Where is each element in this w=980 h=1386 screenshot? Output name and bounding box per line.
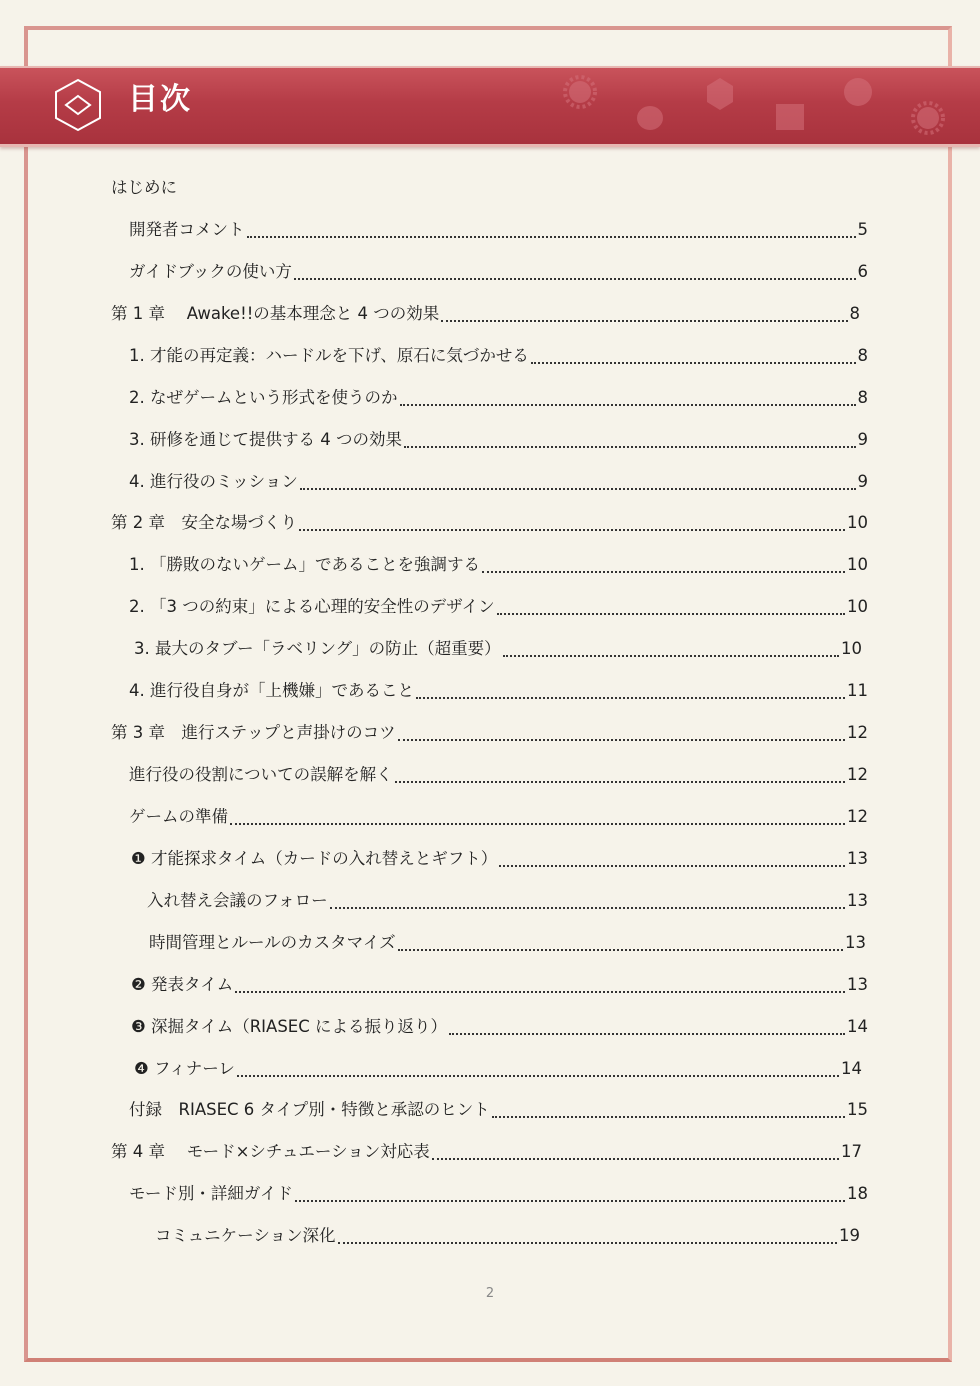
toc-entry[interactable] bbox=[111, 1131, 862, 1173]
toc-entry-page: 17 bbox=[841, 1142, 862, 1162]
toc-entry-label: はじめに bbox=[111, 178, 177, 197]
dot-leader bbox=[295, 1200, 845, 1202]
toc-entry-label: ❸ 深掘タイム（RIASEC による振り返り） bbox=[131, 1016, 447, 1036]
toc-entry-label: 進行役の役割についての誤解を解く bbox=[129, 765, 393, 785]
toc-entry-page: 12 bbox=[847, 765, 868, 785]
toc-entry[interactable] bbox=[129, 1089, 868, 1131]
toc-entry-page: 9 bbox=[857, 429, 868, 449]
decorative-shapes bbox=[540, 66, 980, 142]
toc-entry[interactable] bbox=[111, 167, 177, 209]
toc-entry[interactable] bbox=[111, 293, 860, 335]
toc-entry-label: 入れ替え会議のフォロー bbox=[147, 890, 328, 910]
toc-entry[interactable] bbox=[111, 502, 868, 544]
toc-entry-label: 開発者コメント bbox=[129, 219, 245, 239]
toc-entry[interactable] bbox=[129, 419, 868, 461]
toc-entry-page: 10 bbox=[847, 555, 868, 575]
toc-entry-label: 2. なぜゲームという形式を使うのか bbox=[129, 387, 398, 407]
dot-leader bbox=[404, 446, 856, 448]
toc-entry-page: 8 bbox=[849, 303, 860, 323]
toc-entry[interactable] bbox=[129, 461, 868, 503]
dot-leader bbox=[503, 655, 839, 657]
toc-entry[interactable] bbox=[149, 922, 866, 964]
dot-leader bbox=[400, 404, 856, 406]
toc-entry[interactable] bbox=[131, 838, 868, 880]
dot-leader bbox=[449, 1033, 845, 1035]
toc-entry-page: 19 bbox=[839, 1226, 860, 1246]
toc-entry-label: 1. 才能の再定義：ハードルを下げ、原石に気づかせる bbox=[129, 345, 529, 365]
dot-leader bbox=[235, 991, 845, 993]
toc-entry-label: ガイドブックの使い方 bbox=[129, 261, 292, 281]
toc-entry[interactable] bbox=[147, 880, 868, 922]
dot-leader bbox=[432, 1158, 839, 1160]
toc-entry-page: 13 bbox=[847, 848, 868, 868]
toc-entry-label: ❷ 発表タイム bbox=[131, 974, 234, 994]
dot-leader bbox=[395, 781, 845, 783]
dot-leader bbox=[330, 907, 845, 909]
page-number: 2 bbox=[485, 1286, 495, 1301]
dot-leader bbox=[441, 320, 847, 322]
toc-entry[interactable] bbox=[129, 796, 868, 838]
toc-entry[interactable] bbox=[134, 628, 862, 670]
toc-entry[interactable] bbox=[129, 1173, 868, 1215]
toc-entry-page: 12 bbox=[847, 806, 868, 826]
toc-entry-page: 18 bbox=[847, 1184, 868, 1204]
toc-entry-page: 8 bbox=[857, 387, 868, 407]
toc-entry-page: 13 bbox=[847, 974, 868, 994]
toc-entry[interactable] bbox=[131, 964, 868, 1006]
toc-entry[interactable] bbox=[129, 377, 868, 419]
toc-entry[interactable] bbox=[129, 754, 868, 796]
toc-entry-page: 15 bbox=[847, 1100, 868, 1120]
toc-entry-page: 11 bbox=[847, 681, 868, 701]
hexagon-logo-icon bbox=[54, 78, 102, 132]
toc-entry-page: 5 bbox=[857, 219, 868, 239]
dot-leader bbox=[299, 529, 845, 531]
dot-leader bbox=[247, 236, 856, 238]
toc-entry-label: 付録 RIASEC 6 タイプ別・特徴と承認のヒント bbox=[129, 1100, 490, 1120]
toc-entry-label: ❶ 才能探求タイム（カードの入れ替えとギフト） bbox=[131, 848, 498, 868]
toc-entry-label: コミュニケーション深化 bbox=[155, 1226, 336, 1246]
toc-entry-label: 第 2 章 安全な場づくり bbox=[111, 513, 297, 533]
dot-leader bbox=[531, 362, 856, 364]
toc-entry-label: モード別・詳細ガイド bbox=[129, 1184, 293, 1204]
toc-entry-label: 1. 「勝敗のないゲーム」であることを強調する bbox=[129, 555, 480, 575]
toc-entry-label: 4. 進行役のミッション bbox=[129, 471, 298, 491]
toc-entry-page: 12 bbox=[847, 723, 868, 743]
toc-entry-page: 10 bbox=[841, 639, 862, 659]
toc-entry-page: 9 bbox=[857, 471, 868, 491]
toc-entry-page: 10 bbox=[847, 597, 868, 617]
page-title: 目次 bbox=[128, 82, 192, 117]
toc-entry-page: 8 bbox=[857, 345, 868, 365]
toc-entry-label: 3. 研修を通じて提供する 4 つの効果 bbox=[129, 429, 402, 449]
toc-entry-page: 13 bbox=[845, 932, 866, 952]
dot-leader bbox=[237, 1075, 839, 1077]
toc-entry-page: 6 bbox=[857, 261, 868, 281]
dot-leader bbox=[398, 949, 843, 951]
toc-entry[interactable] bbox=[129, 209, 868, 251]
dot-leader bbox=[300, 488, 856, 490]
dot-leader bbox=[294, 278, 856, 280]
toc-entry-label: 時間管理とルールのカスタマイズ bbox=[149, 932, 396, 952]
toc-entry[interactable] bbox=[134, 1048, 862, 1090]
dot-leader bbox=[230, 823, 845, 825]
toc-entry-label: ❹ フィナーレ bbox=[134, 1058, 235, 1078]
dot-leader bbox=[497, 613, 845, 615]
toc-entry[interactable] bbox=[111, 712, 868, 754]
toc-entry-label: 3. 最大のタブー「ラベリング」の防止（超重要） bbox=[134, 639, 501, 659]
toc-entry-page: 10 bbox=[847, 513, 868, 533]
toc-entry-label: 2. 「3 つの約束」による心理的安全性のデザイン bbox=[129, 597, 495, 617]
toc-entry-page: 14 bbox=[847, 1016, 868, 1036]
toc-entry[interactable] bbox=[155, 1215, 860, 1257]
toc-entry[interactable] bbox=[129, 251, 868, 293]
toc-entry[interactable] bbox=[129, 586, 868, 628]
toc-entry[interactable] bbox=[129, 335, 868, 377]
toc-entry[interactable] bbox=[129, 670, 868, 712]
toc-entry-page: 13 bbox=[847, 890, 868, 910]
dot-leader bbox=[338, 1242, 837, 1244]
dot-leader bbox=[416, 697, 845, 699]
dot-leader bbox=[398, 739, 845, 741]
dot-leader bbox=[492, 1116, 845, 1118]
dot-leader bbox=[482, 571, 845, 573]
toc-entry-page: 14 bbox=[841, 1058, 862, 1078]
toc-entry-label: 第 1 章 Awake!!の基本理念と 4 つの効果 bbox=[111, 303, 440, 323]
toc-entry[interactable] bbox=[129, 544, 868, 586]
toc-entry-label: 第 3 章 進行ステップと声掛けのコツ bbox=[111, 723, 396, 743]
toc-entry[interactable] bbox=[131, 1006, 868, 1048]
toc-entry-label: ゲームの準備 bbox=[129, 806, 228, 826]
toc-entry-label: 第 4 章 モード×シチュエーション対応表 bbox=[111, 1142, 430, 1162]
toc-entry-label: 4. 進行役自身が「上機嫌」であること bbox=[129, 681, 414, 701]
dot-leader bbox=[499, 865, 845, 867]
